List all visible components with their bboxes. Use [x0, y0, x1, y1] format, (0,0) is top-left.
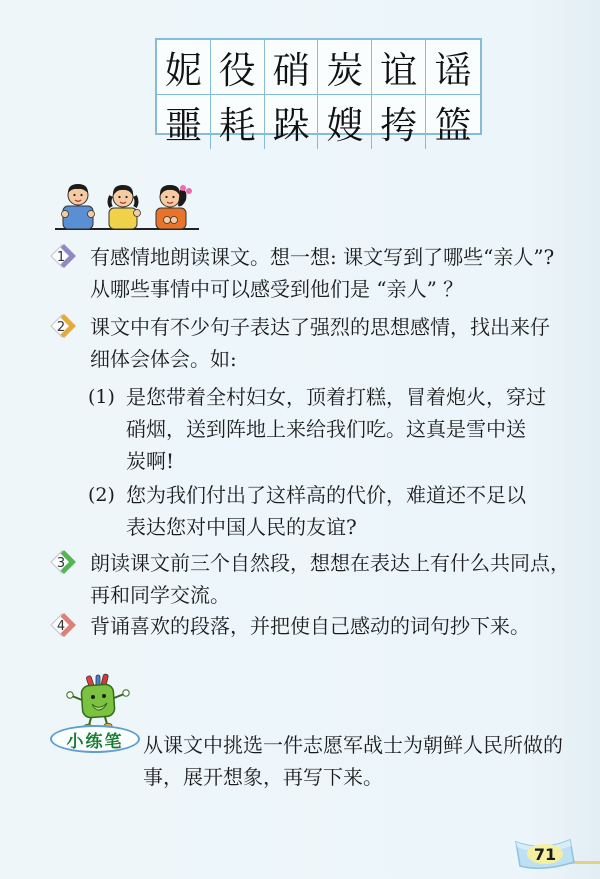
question-3	[48, 547, 568, 611]
vocab-char: 硝	[265, 40, 319, 94]
example-number: (1)	[88, 386, 115, 408]
vocabulary-grid	[155, 38, 482, 147]
vocab-char: 挎	[372, 95, 426, 149]
question-text: 细体会体会。如:	[90, 347, 237, 371]
vocab-char: 跺	[265, 95, 319, 149]
practice-label-text: 小练笔	[66, 731, 124, 752]
vocab-char: 耗	[211, 95, 265, 149]
question-text: 朗读课文前三个自然段，想想在表达上有什么共同点，	[90, 551, 570, 575]
vocab-char: 谣	[434, 49, 472, 92]
children-illustration	[53, 180, 201, 234]
vocab-char: 篮	[434, 104, 472, 147]
example-text: 是您带着全村妇女，顶着打糕，冒着炮火，穿过	[126, 385, 546, 409]
example-text: 您为我们付出了这样高的代价，难道还不足以	[126, 483, 526, 507]
example-sentence-1	[88, 381, 568, 477]
example-text: 表达您对中国人民的友谊?	[126, 515, 357, 539]
page-number: 71	[533, 845, 557, 864]
svg-text:3: 3	[56, 556, 66, 571]
question-4-diamond-icon	[48, 611, 78, 641]
vocab-row-2	[157, 95, 480, 149]
girl-orange-figure	[156, 185, 192, 229]
page-number-badge	[508, 834, 580, 872]
boy-figure	[62, 184, 95, 229]
vocab-row-1	[157, 40, 480, 95]
question-4	[48, 610, 568, 642]
question-text: 再和同学交流。	[90, 583, 230, 607]
vocab-char: 役	[211, 40, 265, 94]
svg-text:4: 4	[56, 619, 66, 634]
example-number: (2)	[88, 484, 115, 506]
vocab-char: 谊	[372, 40, 426, 94]
vocab-char: 妮	[157, 40, 211, 94]
question-text: 背诵喜欢的段落，并把使自己感动的词句抄下来。	[90, 614, 530, 638]
pencil-case-mascot-icon	[58, 672, 138, 730]
svg-text:2: 2	[56, 320, 66, 335]
question-text: 从哪些事情中可以感受到他们是 “亲人” ？	[90, 277, 464, 301]
svg-text:1: 1	[56, 250, 66, 265]
question-1	[48, 241, 568, 305]
example-sentence-2	[88, 479, 568, 543]
practice-text-line: 事，展开想象，再写下来。	[143, 765, 383, 789]
girl-yellow-figure	[109, 185, 141, 229]
question-2	[48, 311, 568, 375]
practice-instructions	[143, 729, 563, 793]
vocab-char: 嫂	[318, 95, 372, 149]
question-text: 有感情地朗读课文。想一想: 课文写到了哪些“亲人”?	[90, 245, 555, 269]
practice-label-badge	[50, 725, 140, 753]
practice-text-line: 从课文中挑选一件志愿军战士为朝鲜人民所做的	[143, 733, 563, 757]
vocab-char: 噩	[157, 95, 211, 149]
example-text: 炭啊!	[126, 449, 175, 473]
question-3-diamond-icon	[48, 548, 78, 578]
example-text: 硝烟，送到阵地上来给我们吃。这真是雪中送	[126, 417, 526, 441]
question-2-diamond-icon	[48, 312, 78, 342]
vocab-char: 炭	[318, 40, 372, 94]
question-1-diamond-icon	[48, 242, 78, 272]
question-text: 课文中有不少句子表达了强烈的思想感情，找出来仔	[90, 315, 550, 339]
